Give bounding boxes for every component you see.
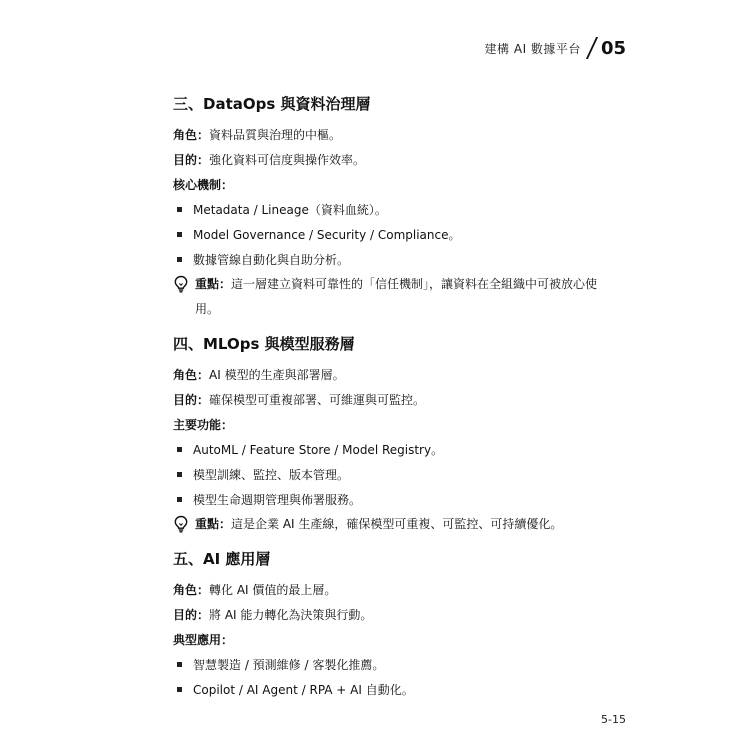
note-text: 這是企業 AI 生產線，確保模型可重複、可監控、可持續優化。 bbox=[231, 517, 563, 531]
page-number: 5-15 bbox=[601, 713, 626, 726]
role-label: 角色： bbox=[173, 128, 210, 142]
header-slash-divider bbox=[586, 37, 598, 59]
section-dataops bbox=[173, 92, 613, 322]
goal-label: 目的： bbox=[173, 608, 210, 622]
note-label: 重點： bbox=[195, 277, 232, 291]
page-body bbox=[173, 92, 613, 708]
square-bullet-icon bbox=[177, 687, 182, 692]
list-item: 數據管線自動化與自助分析。 bbox=[173, 253, 613, 278]
role-text: 資料品質與治理的中樞。 bbox=[209, 128, 342, 142]
role-text: AI 模型的生產與部署層。 bbox=[209, 368, 345, 382]
list-item: 智慧製造 / 預測維修 / 客製化推薦。 bbox=[173, 658, 613, 683]
role-label: 角色： bbox=[173, 368, 210, 382]
note-label: 重點： bbox=[195, 517, 232, 531]
square-bullet-icon bbox=[177, 497, 182, 502]
key-point-note bbox=[173, 512, 613, 537]
goal-text: 將 AI 能力轉化為決策與行動。 bbox=[209, 608, 373, 622]
list-item: 模型訓練、監控、版本管理。 bbox=[173, 468, 613, 493]
section-title: 四、MLOps 與模型服務層 bbox=[173, 335, 355, 353]
list-label: 典型應用： bbox=[173, 633, 234, 647]
square-bullet-icon bbox=[177, 662, 182, 667]
square-bullet-icon bbox=[177, 257, 182, 262]
section-mlops bbox=[173, 332, 613, 537]
note-text: 這一層建立資料可靠性的「信任機制」，讓資料在全組織中可被放心使用。 bbox=[195, 277, 598, 316]
square-bullet-icon bbox=[177, 447, 182, 452]
list-item: Metadata / Lineage（資料血統）。 bbox=[173, 203, 613, 228]
goal-label: 目的： bbox=[173, 153, 210, 167]
role-label: 角色： bbox=[173, 583, 210, 597]
key-point-note bbox=[173, 272, 613, 322]
square-bullet-icon bbox=[177, 207, 182, 212]
goal-label: 目的： bbox=[173, 393, 210, 407]
section-title: 三、DataOps 與資料治理層 bbox=[173, 95, 371, 113]
chapter-number: 05 bbox=[600, 37, 626, 59]
lightbulb-icon bbox=[173, 515, 189, 533]
role-text: 轉化 AI 價值的最上層。 bbox=[209, 583, 337, 597]
goal-text: 確保模型可重複部署、可維運與可監控。 bbox=[209, 393, 426, 407]
list-item: Model Governance / Security / Compliance。 bbox=[173, 228, 613, 253]
lightbulb-icon bbox=[173, 275, 189, 293]
list-item: 模型生命週期管理與佈署服務。 bbox=[173, 493, 613, 518]
list-label: 核心機制： bbox=[173, 178, 234, 192]
list-label: 主要功能： bbox=[173, 418, 234, 432]
square-bullet-icon bbox=[177, 472, 182, 477]
goal-text: 強化資料可信度與操作效率。 bbox=[209, 153, 366, 167]
list-item: Copilot / AI Agent / RPA + AI 自動化。 bbox=[173, 683, 613, 708]
section-title: 五、AI 應用層 bbox=[173, 550, 271, 568]
running-header bbox=[485, 37, 626, 59]
running-header-title: 建構 AI 數據平台 bbox=[484, 41, 581, 56]
section-ai-application bbox=[173, 547, 613, 708]
square-bullet-icon bbox=[177, 232, 182, 237]
list-item: AutoML / Feature Store / Model Registry。 bbox=[173, 443, 613, 468]
